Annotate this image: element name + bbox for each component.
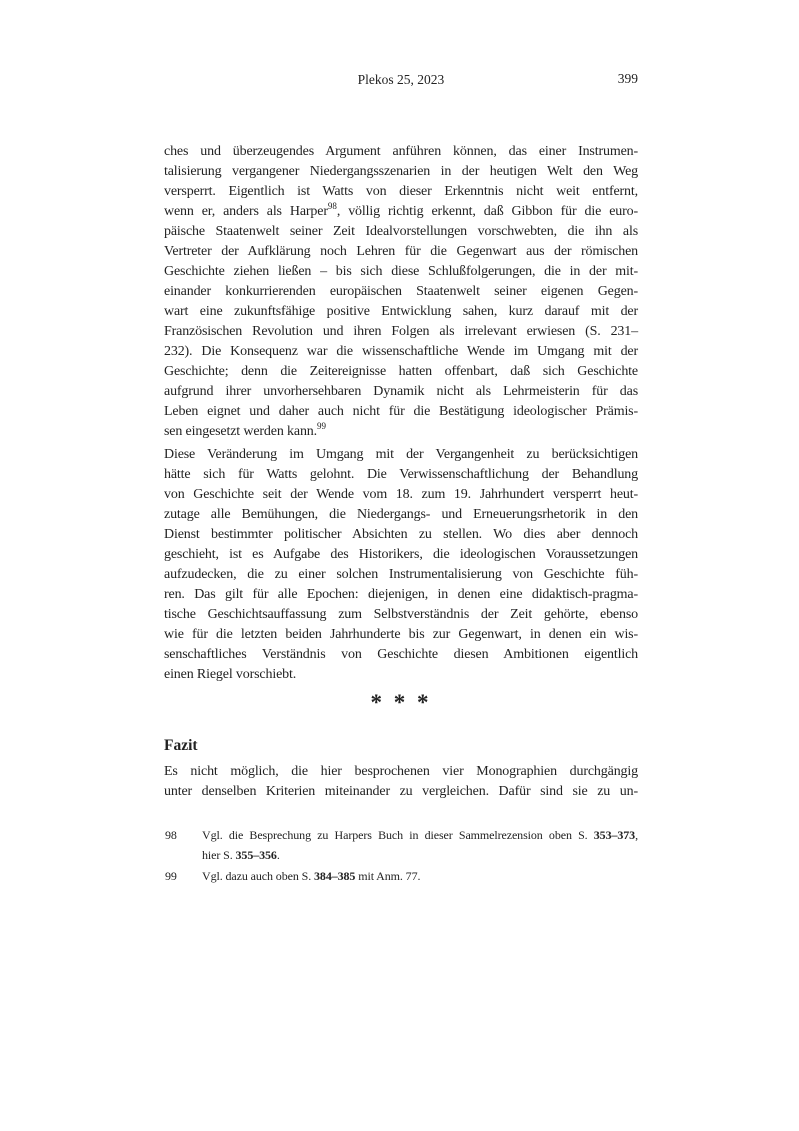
footnote-98: [164, 826, 638, 865]
text-line: [202, 826, 638, 846]
text-line: von Geschichte seit der Wende vom 18. zum 19. Jahrhundert versperrt heut-: [164, 487, 638, 502]
text-run: Vgl. die Besprechung zu Harpers Buch in dieser Sammelrezension oben S.: [202, 828, 594, 842]
text-run: Vgl. dazu auch oben S.: [202, 869, 315, 883]
text-line: [202, 867, 638, 887]
text-run: sen eingesetzt werden kann.: [164, 424, 317, 439]
text-line: aufzudecken, die zu einer solchen Instrumentalisierung von Geschichte füh-: [164, 567, 638, 582]
footnote-99: [164, 867, 638, 887]
text-line: [202, 846, 638, 866]
text-line: Dienst bestimmter politischer Absichten zu stellen. Wo dies aber dennoch: [164, 527, 638, 542]
text-line: Geschichte ziehen ließen – bis sich diese Schlußfolgerungen, die in der mit-: [164, 264, 638, 279]
text-line: [164, 202, 638, 222]
body-paragraph-2: [164, 445, 638, 685]
text-run: hier S.: [202, 847, 236, 862]
text-column: [164, 0, 638, 887]
text-line: Es nicht möglich, die hier besprochenen vier Monographien durchgängig: [164, 764, 638, 779]
body-paragraph-1: [164, 142, 638, 442]
text-line: [164, 422, 638, 442]
text-run: mit Anm. 77.: [355, 869, 421, 883]
page-reference-link[interactable]: 355–356: [235, 847, 277, 862]
text-line: aufgrund ihrer unvorhersehbaren Dynamik nicht als Lehrmeisterin für das: [164, 384, 638, 399]
footnote-ref-99[interactable]: 99: [317, 421, 326, 431]
text-line: hätte sich für Watts gelohnt. Die Verwissenschaftlichung der Behandlung: [164, 467, 638, 482]
text-line: Französischen Revolution und ihren Folgen als irrelevant erwiesen (S. 231–: [164, 324, 638, 339]
text-line: 232). Die Konsequenz war die wissenschaftliche Wende im Umgang mit der: [164, 344, 638, 359]
text-line: zutage alle Bemühungen, die Niedergangs- und Erneuerungsrhetorik in den: [164, 507, 638, 522]
text-line: geschieht, ist es Aufgabe des Historikers, die ideologischen Voraussetzungen: [164, 547, 638, 562]
page-reference-link[interactable]: 384–385: [314, 869, 356, 883]
text-line: wie für die letzten beiden Jahrhunderte bis zur Gegenwart, in denen ein wis-: [164, 627, 638, 642]
text-run: ,: [635, 828, 638, 842]
text-line: tische Geschichtsauffassung zum Selbstverständnis der Zeit gehörte, ebenso: [164, 607, 638, 622]
footnote-text: [202, 867, 638, 887]
text-run: .: [276, 847, 280, 862]
footnote-number: 98: [165, 828, 177, 842]
text-line: Diese Veränderung im Umgang mit der Vergangenheit zu berücksichtigen: [164, 447, 638, 462]
text-line: wart eine zukunftsfähige positive Entwicklung sahen, kurz darauf mit der: [164, 304, 638, 319]
text-line: päische Staatenwelt seiner Zeit Idealvorstellungen vorschwebten, die ihn als: [164, 224, 638, 239]
section-heading-fazit: Fazit: [164, 737, 198, 754]
text-run: , völlig richtig erkennt, daß Gibbon für die euro-: [336, 204, 638, 219]
journal-title: Plekos 25, 2023: [357, 72, 445, 87]
body-paragraph-3: [164, 762, 638, 802]
text-run: wenn er, anders als Harper: [164, 204, 328, 219]
text-line: Vertreter der Aufklärung noch Lehren für die Gegenwart aus der römischen: [164, 244, 638, 259]
text-line: senschaftliches Verständnis von Geschichte diesen Ambitionen eigentlich: [164, 647, 638, 662]
text-line: Leben eignet und daher auch nicht für die Bestätigung ideologischer Prämis-: [164, 404, 638, 419]
section-separator: * * *: [370, 690, 432, 715]
text-line: ren. Das gilt für alle Epochen: diejenigen, in denen eine didaktisch-pragma-: [164, 587, 638, 602]
footnotes-block: [164, 826, 638, 887]
text-line: unter denselben Kriterien miteinander zu vergleichen. Dafür sind sie zu un-: [164, 784, 638, 799]
footnote-ref-98[interactable]: 98: [327, 201, 337, 211]
text-line: einander konkurrierenden europäischen Staatenwelt seiner eigenen Gegen-: [164, 284, 638, 299]
page-reference-link[interactable]: 353–373: [593, 828, 636, 842]
text-line: Geschichte; denn die Zeitereignisse hatten offenbart, daß sich Geschichte: [164, 364, 638, 379]
page-number: 399: [617, 71, 638, 86]
footnote-text: [202, 826, 638, 865]
text-line: ches und überzeugendes Argument anführen können, das einer Instrumen-: [164, 144, 638, 159]
text-line: versperrt. Eigentlich ist Watts von dieser Erkenntnis nicht weit entfernt,: [164, 184, 638, 199]
footnote-number: 99: [165, 869, 177, 883]
text-line: einen Riegel vorschiebt.: [164, 667, 297, 682]
text-line: talisierung vergangener Niedergangsszenarien in der heutigen Welt den Weg: [164, 164, 638, 179]
